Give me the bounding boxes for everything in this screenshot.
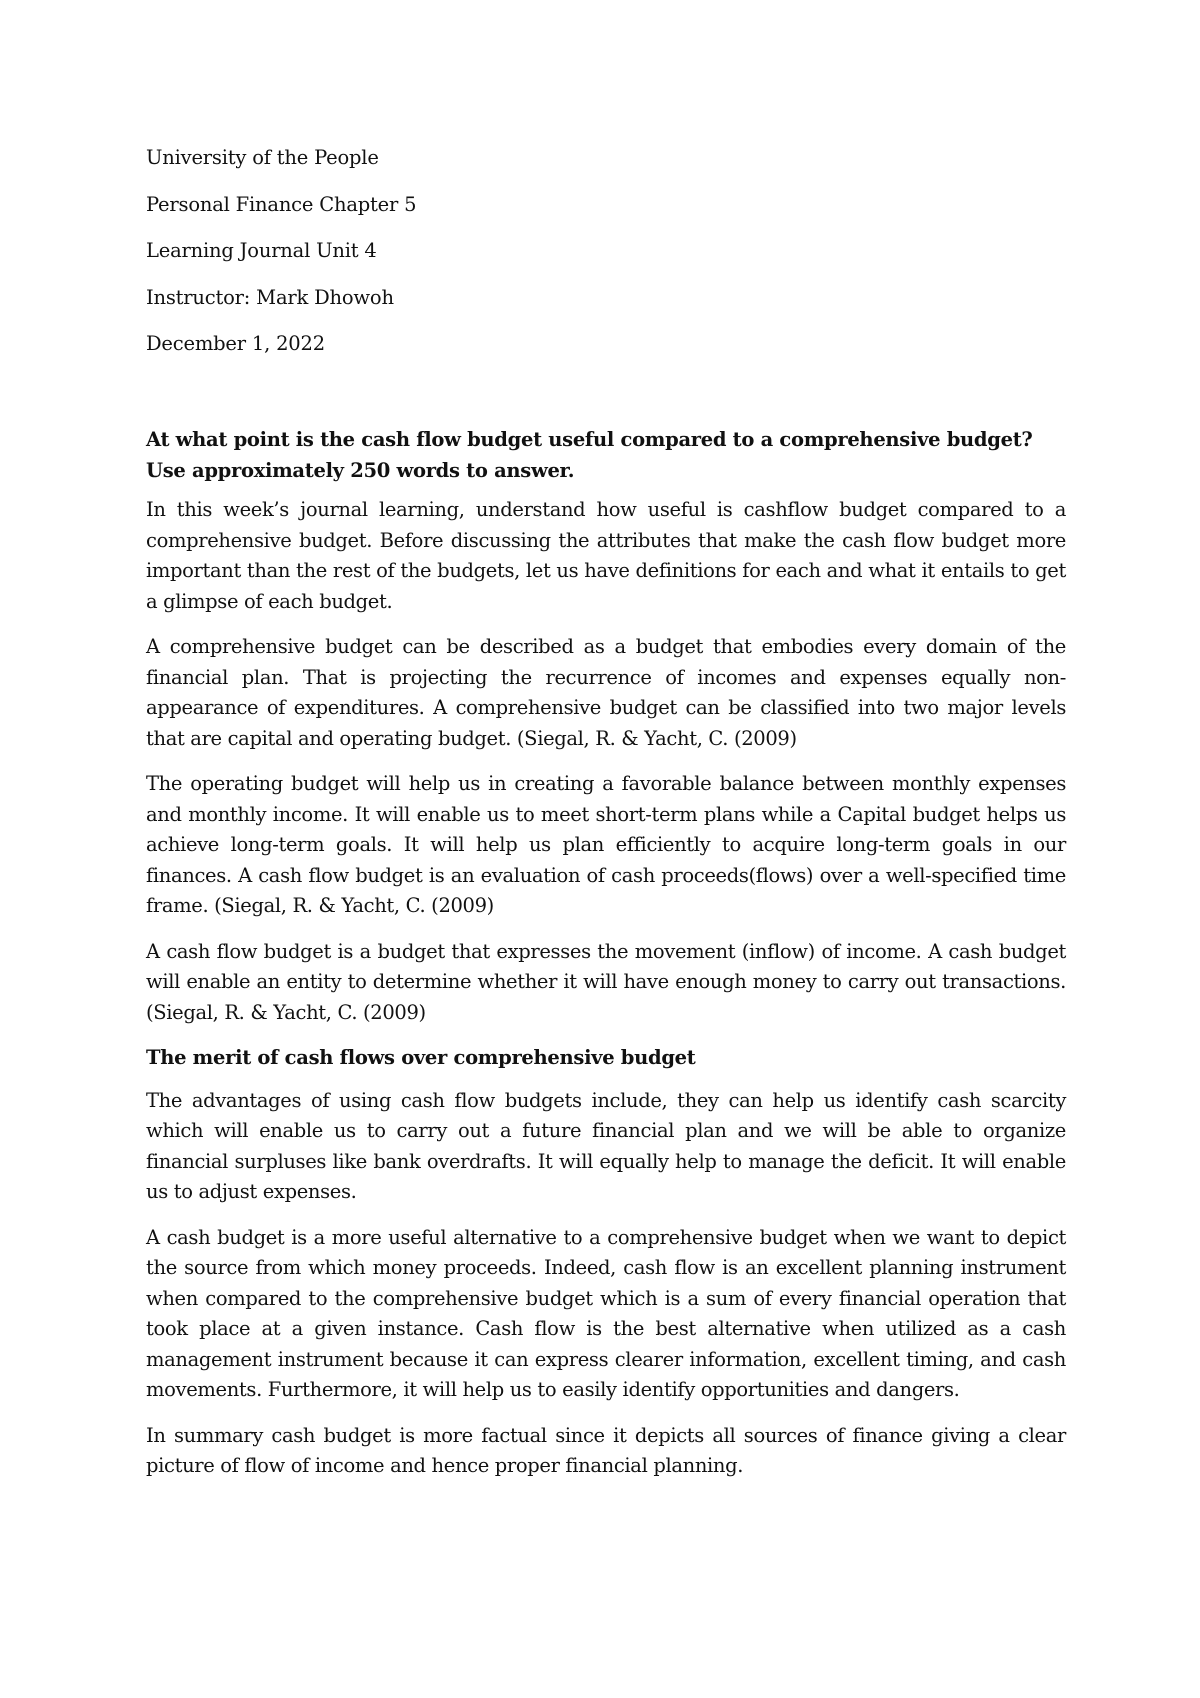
paragraph: The operating budget will help us in creating a favorable balance between monthly expenses and monthly income. It will enable us to meet short-term plans while a Capital budget helps us achieve long-term goals. It will help us plan efficiently to acquire long-term goals in our finances. A cash flow budget is an evaluation of cash proceeds(flows) over a well-specified time frame. (Siegal, R. & Yacht, C. (2009): [146, 772, 1066, 917]
instructor-line: Instructor: Mark Dhowoh: [146, 285, 394, 309]
assignment-line: Learning Journal Unit 4: [146, 239, 377, 262]
paragraph: A comprehensive budget can be described as a budget that embodies every domain of the financial plan. That is projecting the recurrence of incomes and expenses equally non-appearance of expenditures. A comprehensive budget can be classified into two major levels that are capital and operating budget. (Siegal, R. & Yacht, C. (2009): [146, 635, 1066, 750]
document-header: [146, 146, 1066, 379]
institution-line: University of the People: [146, 146, 379, 169]
document-body: [146, 425, 1066, 1497]
paragraph: A cash flow budget is a budget that expresses the movement (inflow) of income. A cash budget will enable an entity to determine whether it will have enough money to carry out transactions. (Siegal, R. & Yacht, C. (2009): [146, 939, 1066, 1024]
question-heading: At what point is the cash flow budget useful compared to a comprehensive budget? Use approximately 250 words to answer.: [146, 428, 1033, 482]
paragraph: In summary cash budget is more factual since it depicts all sources of finance giving a clear picture of flow of income and hence proper financial planning.: [146, 1423, 1066, 1477]
paragraph: The advantages of using cash flow budgets include, they can help us identify cash scarcity which will enable us to carry out a future financial plan and we will be able to organize financial surpluses like bank overdrafts. It will equally help to manage the deficit. It will enable us to adjust expenses.: [146, 1088, 1066, 1203]
paragraph: In this week’s journal learning, understand how useful is cashflow budget compared to a comprehensive budget. Before discussing the attributes that make the cash flow budget more important than the rest of the budgets, let us have definitions for each and what it entails to get a glimpse of each budget.: [146, 498, 1066, 613]
paragraph: A cash budget is a more useful alternative to a comprehensive budget when we want to depict the source from which money proceeds. Indeed, cash flow is an excellent planning instrument when compared to the comprehensive budget which is a sum of every financial operation that took place at a given instance. Cash flow is the best alternative when utilized as a cash management instrument because it can express clearer information, excellent timing, and cash movements. Furthermore, it will help us to easily identify opportunities and dangers.: [146, 1225, 1066, 1401]
date-line: December 1, 2022: [146, 332, 325, 355]
course-line: Personal Finance Chapter 5: [146, 192, 417, 216]
section-subheading: The merit of cash flows over comprehensive budget: [146, 1046, 696, 1069]
